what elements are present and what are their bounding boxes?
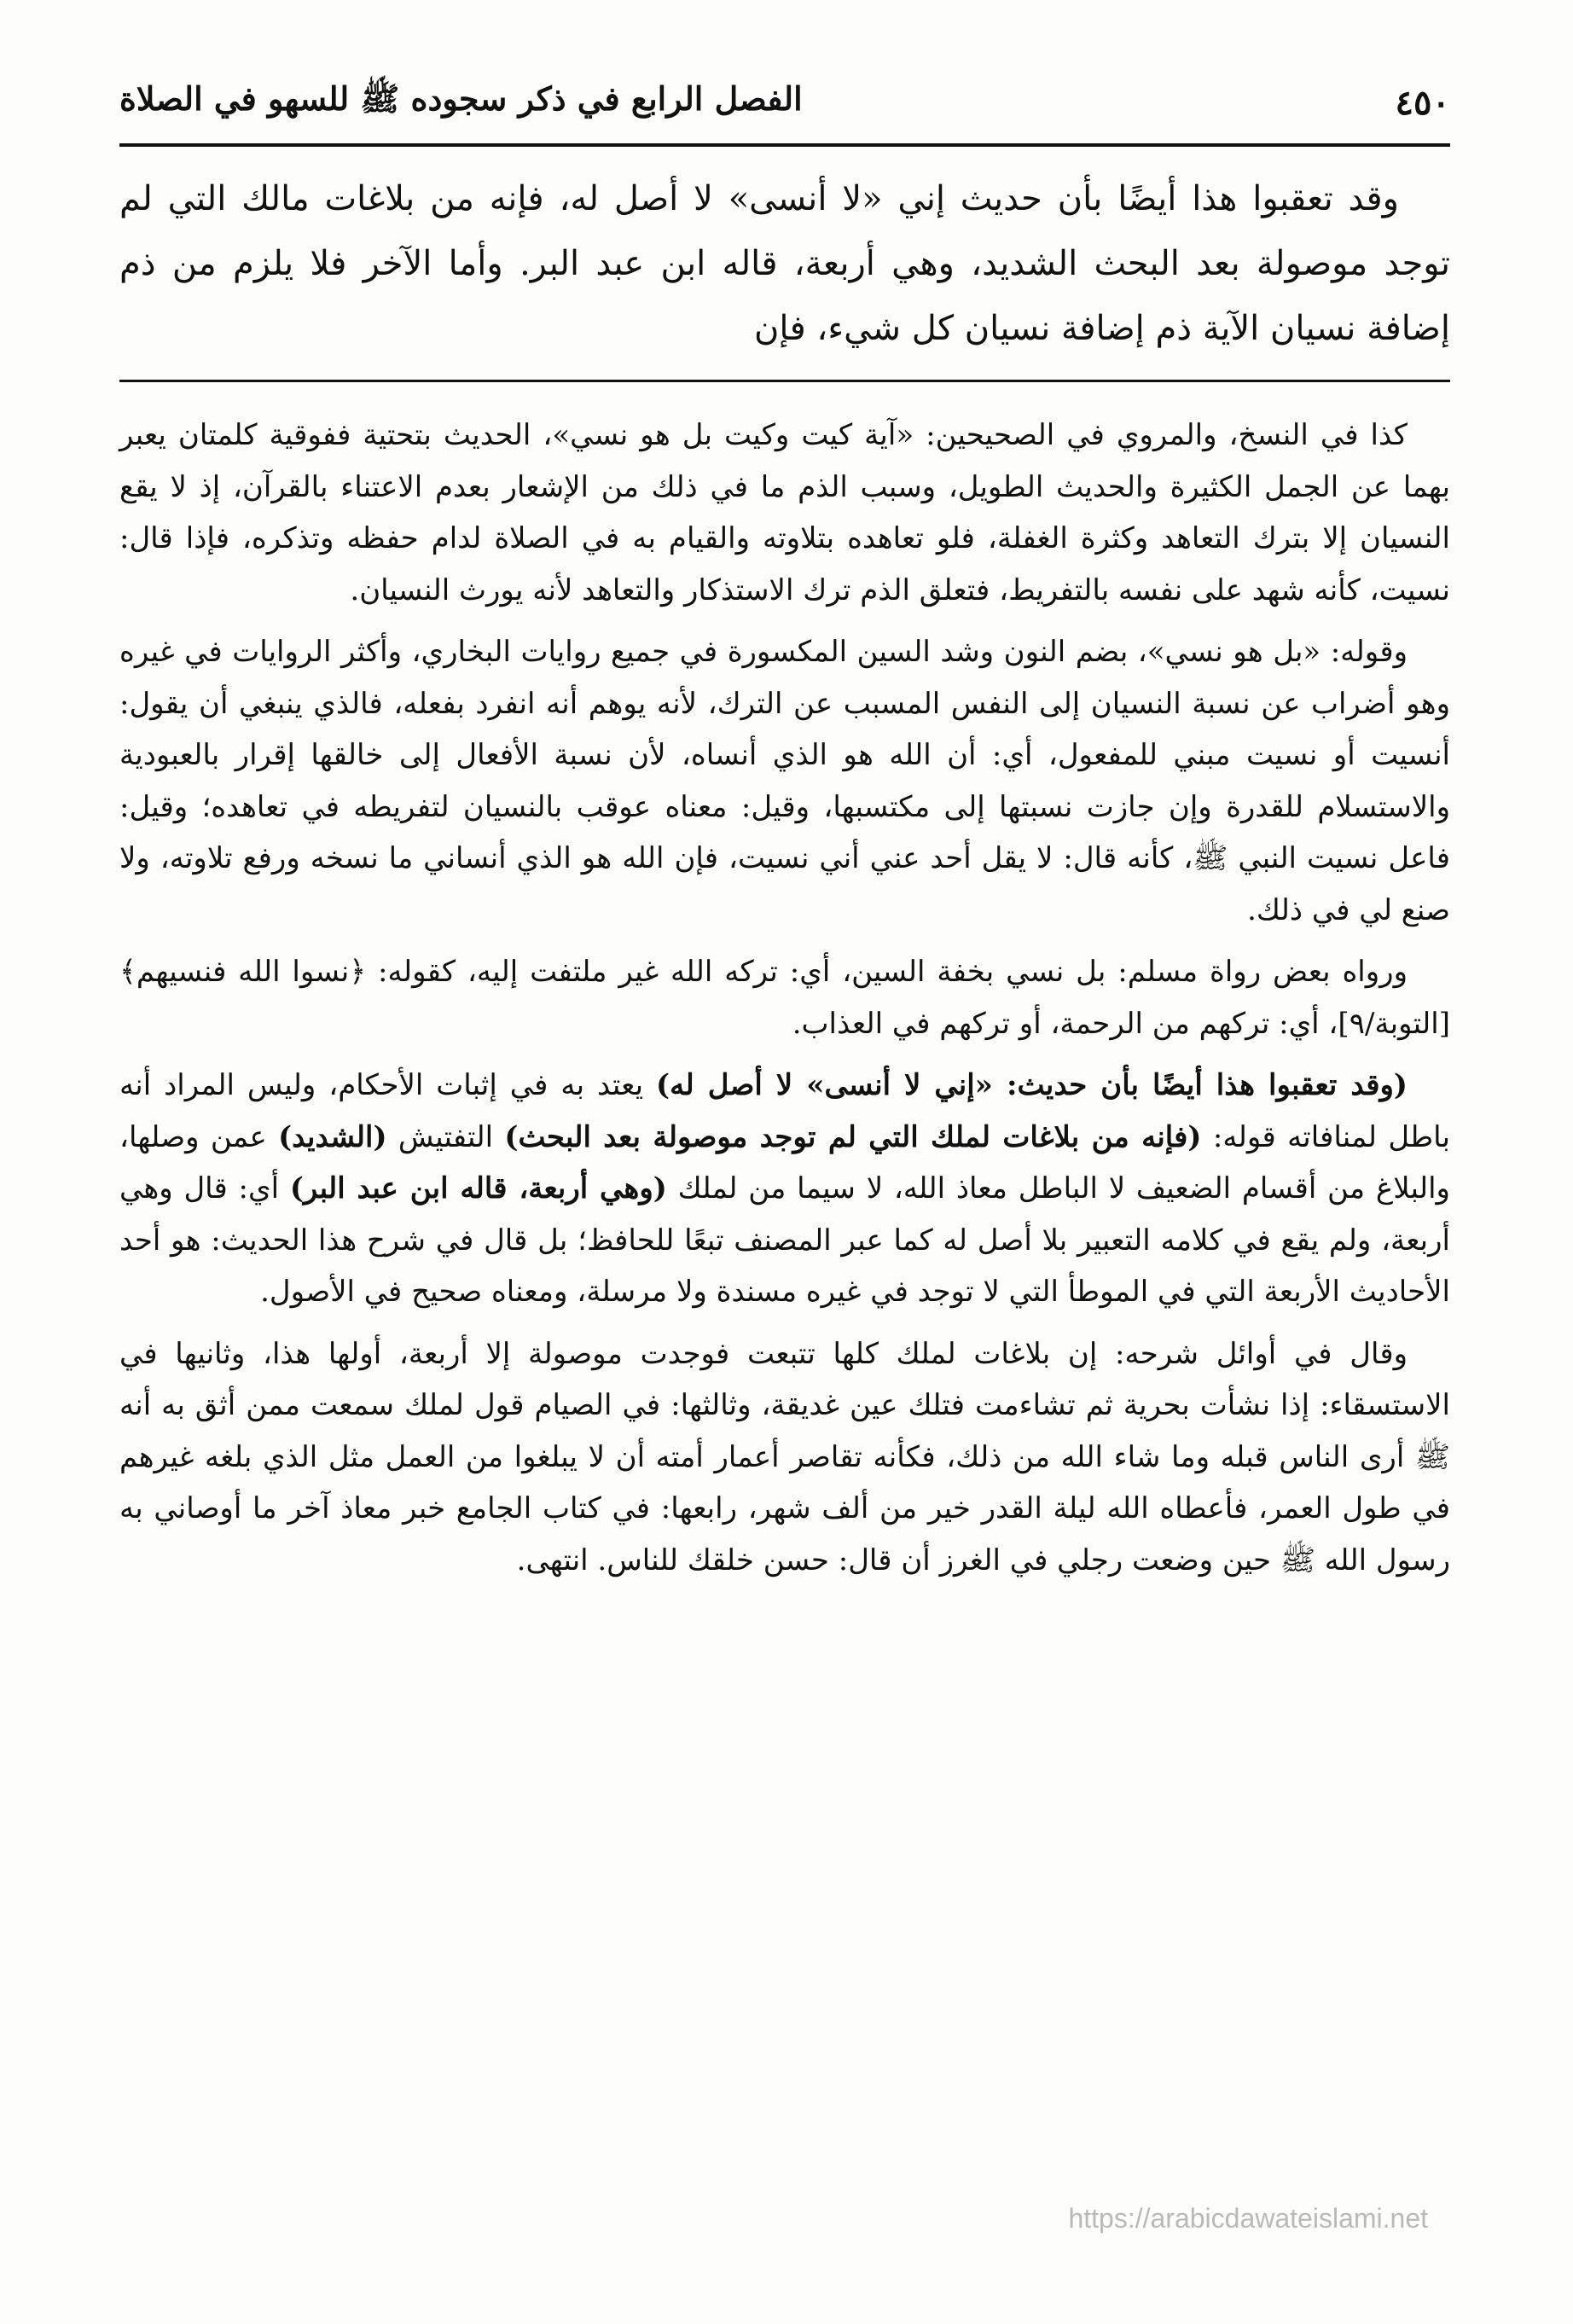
quoted-matn: (الشديد) <box>278 1119 387 1154</box>
running-title: الفصل الرابع في ذكر سجوده ﷺ للسهو في الصلاة <box>119 78 803 118</box>
commentary-text: يعتد به في إثبات الأحكام، وليس المراد أنه باطل لمنافاته قوله: <box>119 1068 1451 1154</box>
commentary-text: أي: قال وهي أربعة، ولم يقع في كلامه التعبير بلا أصل له كما عبر المصنف تبعًا للحافظ؛ بل قال في شرح هذا الحديث: هو أحد الأحاديث الأربعة التي في الموطأ التي لا توجد في غيره مسندة ولا مرسلة، ومعناه صحيح في الأصول. <box>119 1171 1450 1309</box>
commentary-paragraph-2: وقوله: «بل هو نسي»، بضم النون وشد السين المكسورة في جميع روايات البخاري، وأكثر الروايات في غيره وهو أضراب عن نسبة النسيان إلى النفس المسبب عن الترك، لأنه يوهم أنه انفرد بفعله، فالذي ينبغي أن يقول: أنسيت أو نسيت مبني للمفعول، أي: أن الله هو الذي أنساه، لأن نسبة الأفعال إلى خالقها إقرار بالعبودية والاستسلام للقدرة وإن جازت نسبتها إلى مكتسبها، وقيل: معناه عوقب بالنسيان لتفريطه في تعاهده؛ وقيل: فاعل نسيت النبي ﷺ، كأنه قال: لا يقل أحد عني أني نسيت، فإن الله هو الذي أنساني ما نسخه ورفع تلاوته، ولا صنع لي في ذلك. <box>119 635 1450 927</box>
page-number: ٤٥٠ <box>1395 82 1450 123</box>
commentary <box>119 410 1450 1596</box>
commentary-paragraph-4 <box>119 1060 1450 1318</box>
quoted-matn: (وهي أربعة، قاله ابن عبد البر) <box>289 1171 667 1206</box>
commentary-text: التفتيش <box>386 1119 505 1154</box>
commentary-divider <box>119 380 1450 382</box>
commentary-paragraph-5: وقال في أوائل شرحه: إن بلاغات لملك كلها تتبعت فوجدت موصولة إلا أربعة، أولها هذا، وثانيها في الاستسقاء: إذا نشأت بحرية ثم تشاءمت فتلك عين غديقة، وثالثها: في الصيام قول لملك سمعت ممن أثق به أنه ﷺ أرى الناس قبله وما شاء الله من ذلك، فكأنه تقاصر أعمار أمته أن لا يبلغوا من العمل مثل الذي بلغه غيرهم في طول العمر، فأعطاه الله ليلة القدر خير من ألف شهر، رابعها: في كتاب الجامع خبر معاذ آخر ما أوصاني به رسول الله ﷺ حين وضعت رجلي في الغرز أن قال: حسن خلقك للناس. انتهى. <box>119 1336 1450 1577</box>
commentary-paragraph-1: كذا في النسخ، والمروي في الصحيحين: «آية كيت وكيت بل هو نسي»، الحديث بتحتية ففوقية كلمتان يعبر بهما عن الجمل الكثيرة والحديث الطويل، وسبب الذم ما في ذلك من الإشعار بعدم الاعتناء بالقرآن، إذ لا يقع النسيان إلا بترك التعاهد وكثرة الغفلة، فلو تعاهده بتلاوته والقيام به في الصلاة لدام حفظه وتذكره، فإذا قال: نسيت، كأنه شهد على نفسه بالتفريط، فتعلق الذم ترك الاستذكار والتعاهد لأنه يورث النسيان. <box>119 418 1450 607</box>
header-rule <box>119 143 1450 147</box>
watermark-url: https://arabicdawateislami.net <box>1068 2203 1428 2234</box>
commentary-text: عمن وصلها، والبلاغ من أقسام الضعيف لا الباطل معاذ الله، لا سيما من لملك <box>119 1119 1450 1206</box>
page-header <box>119 68 1450 137</box>
quoted-matn-lead: (وقد تعقبوا هذا أيضًا بأن حديث: «إني لا أنسى» لا أصل له) <box>656 1068 1408 1102</box>
main-text <box>119 166 1450 361</box>
main-paragraph: وقد تعقبوا هذا أيضًا بأن حديث إني «لا أنسى» لا أصل له، فإنه من بلاغات مالك التي لم توجد موصولة بعد البحث الشديد، وهي أربعة، قاله ابن عبد البر. وأما الآخر فلا يلزم من ذم إضافة نسيان الآية ذم إضافة نسيان كل شيء، فإن <box>119 179 1450 348</box>
book-page <box>119 51 1450 2269</box>
quoted-matn: (فإنه من بلاغات لملك التي لم توجد موصولة بعد البحث) <box>504 1119 1202 1154</box>
commentary-paragraph-3: ورواه بعض رواة مسلم: بل نسي بخفة السين، أي: تركه الله غير ملتفت إليه، كقوله: ﴿نسوا الله فنسيهم﴾ [التوبة/٩]، أي: تركهم من الرحمة، أو تركهم في العذاب. <box>119 955 1450 1041</box>
